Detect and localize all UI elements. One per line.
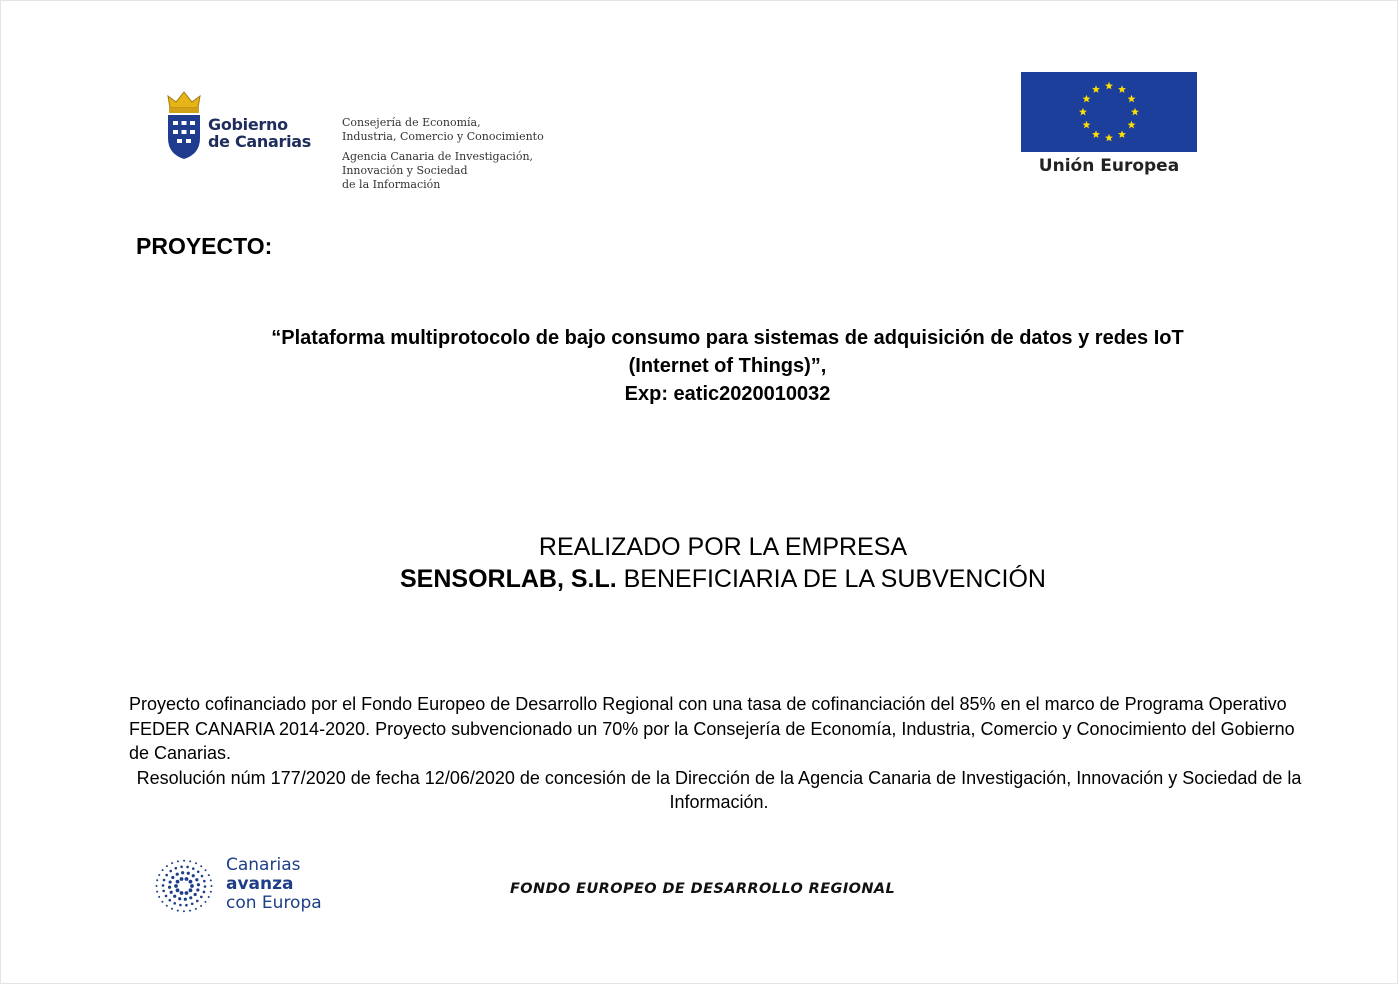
swirl-dot <box>176 888 180 892</box>
swirl-dot <box>179 904 182 907</box>
swirl-dot <box>196 888 199 891</box>
swirl-dot <box>178 897 181 900</box>
swirl-dot <box>174 884 178 888</box>
swirl-dot <box>195 878 198 881</box>
swirl-dot <box>180 891 184 895</box>
swirl-dot <box>171 876 174 879</box>
swirl-dot <box>210 891 212 893</box>
swirl-dot <box>176 880 180 884</box>
eu-label: Unión Europea <box>1038 156 1180 176</box>
swirl-dot <box>163 879 166 882</box>
swirl-dot <box>156 891 158 893</box>
swirl-dot <box>197 870 200 873</box>
swirl-dot <box>156 885 158 887</box>
beneficiary-text: BENEFICIARIA DE LA SUBVENCIÓN <box>616 565 1046 593</box>
feder-label: FONDO EUROPEO DE DESARROLLO REGIONAL <box>510 881 896 897</box>
swirl-dot <box>181 871 184 874</box>
swirl-dot <box>201 875 204 878</box>
gobierno-name <box>208 116 311 150</box>
swirl-dot <box>208 896 210 898</box>
swirl-dot <box>190 884 194 888</box>
union-europea-logo <box>1021 72 1197 182</box>
project-expediente: Exp: eatic2020010032 <box>624 383 831 405</box>
swirl-dot <box>185 904 188 907</box>
funding-paragraph: Proyecto cofinanciado por el Fondo Europeo de Desarrollo Regional con una tasa de cofinanciación del 85% en el marco de Programa Operativo FEDER CANARIA 2014-2020. Proyecto subvencionado un 70% por la Consejería de Economía, Industria, Comercio y Conocimiento del Gobierno de Canarias. <box>129 694 1295 763</box>
swirl-dot <box>187 872 190 875</box>
project-title <box>150 324 1305 408</box>
realizado-line1: REALIZADO POR LA EMPRESA <box>538 533 908 561</box>
swirl-dot <box>191 903 194 906</box>
gobierno-de-canarias-logo <box>162 86 582 194</box>
gobierno-department <box>342 116 544 192</box>
swirl-dot <box>192 874 195 877</box>
swirl-dot <box>175 867 178 870</box>
swirl-dot <box>200 896 203 899</box>
swirl-dot <box>171 908 173 910</box>
swirl-dot <box>200 865 202 867</box>
swirl-dot <box>165 874 168 877</box>
proyecto-label: PROYECTO: <box>136 233 273 259</box>
swirl-dot <box>165 895 168 898</box>
swirl-dot <box>208 874 210 876</box>
gobierno-name-line2: de Canarias <box>208 132 311 151</box>
swirl-dot <box>204 901 206 903</box>
swirl-dot <box>158 896 160 898</box>
swirl-dot <box>192 867 195 870</box>
dept-line2: Industria, Comercio y Conocimiento <box>342 130 544 143</box>
swirl-dot <box>210 879 212 881</box>
swirl-dot <box>169 880 172 883</box>
swirl-dot <box>194 893 197 896</box>
swirl-dot <box>173 895 176 898</box>
swirl-dot <box>195 908 197 910</box>
realizado-line2 <box>290 563 1156 595</box>
dept-line5: de la Información <box>342 178 441 191</box>
swirl-dot <box>180 866 183 869</box>
swirl-dot <box>180 877 184 881</box>
swirl-dot <box>166 865 168 867</box>
realizado-por <box>290 531 1156 595</box>
swirl-dot <box>189 888 193 892</box>
swirl-dot <box>176 873 179 876</box>
canarias-line2: avanza <box>226 874 294 894</box>
swirl-dot <box>169 899 172 902</box>
canarias-avanza-logo <box>150 856 360 916</box>
swirl-dot <box>197 883 200 886</box>
swirl-dot <box>162 884 165 887</box>
swirl-dot <box>204 885 207 888</box>
swirl-dot <box>189 880 193 884</box>
swirl-dot <box>158 874 160 876</box>
swirl-dot <box>186 866 189 869</box>
eu-flag-icon <box>1021 72 1197 152</box>
company-name: SENSORLAB, S.L. <box>400 565 617 593</box>
swirl-dot <box>162 869 164 871</box>
dept-line1: Consejería de Economía, <box>342 116 481 129</box>
swirl-dot <box>185 891 189 895</box>
swirl-dot <box>169 870 172 873</box>
swirl-dot <box>177 860 179 862</box>
swirl-dot <box>203 891 206 894</box>
swirl-dot <box>156 879 158 881</box>
funding-notice <box>129 692 1309 815</box>
project-title-line2: (Internet of Things)”, <box>628 355 827 377</box>
project-title-line1: “Plataforma multiprotocolo de bajo consumo para sistemas de adquisición de datos y redes IoT <box>271 327 1184 349</box>
swirl-dot <box>195 862 197 864</box>
swirl-dot <box>161 901 163 903</box>
swirl-dot <box>183 910 185 912</box>
swirl-dot <box>177 910 179 912</box>
swirl-dot <box>185 877 189 881</box>
swirl-dot <box>205 869 207 871</box>
swirl-dot <box>196 900 199 903</box>
dept-line3: Agencia Canaria de Investigación, <box>342 150 534 163</box>
swirl-dot <box>168 886 171 889</box>
swirl-dot <box>189 910 191 912</box>
canarias-avanza-text <box>226 856 322 913</box>
swirl-dot <box>200 905 202 907</box>
swirl-dot <box>166 905 168 907</box>
dotted-swirl-icon <box>150 856 218 916</box>
resolution-paragraph: Resolución núm 177/2020 de fecha 12/06/2020 de concesión de la Dirección de la Agencia Canaria de Investigación, Innovación y Sociedad de la Información. <box>136 767 1302 812</box>
swirl-dot <box>203 880 206 883</box>
swirl-dot <box>189 896 192 899</box>
swirl-dot <box>184 898 187 901</box>
crown-crest-icon <box>162 86 206 162</box>
swirl-dot <box>183 860 185 862</box>
swirl-dot <box>211 885 213 887</box>
dept-line4: Innovación y Sociedad <box>342 164 468 177</box>
swirl-dot <box>170 891 173 894</box>
canarias-line3: con Europa <box>226 893 322 913</box>
swirl-dot <box>173 902 176 905</box>
swirl-dot <box>171 862 173 864</box>
canarias-line1: Canarias <box>226 855 301 875</box>
gobierno-name-line1: Gobierno <box>208 115 288 134</box>
swirl-dot <box>189 860 191 862</box>
swirl-dot <box>162 890 165 893</box>
